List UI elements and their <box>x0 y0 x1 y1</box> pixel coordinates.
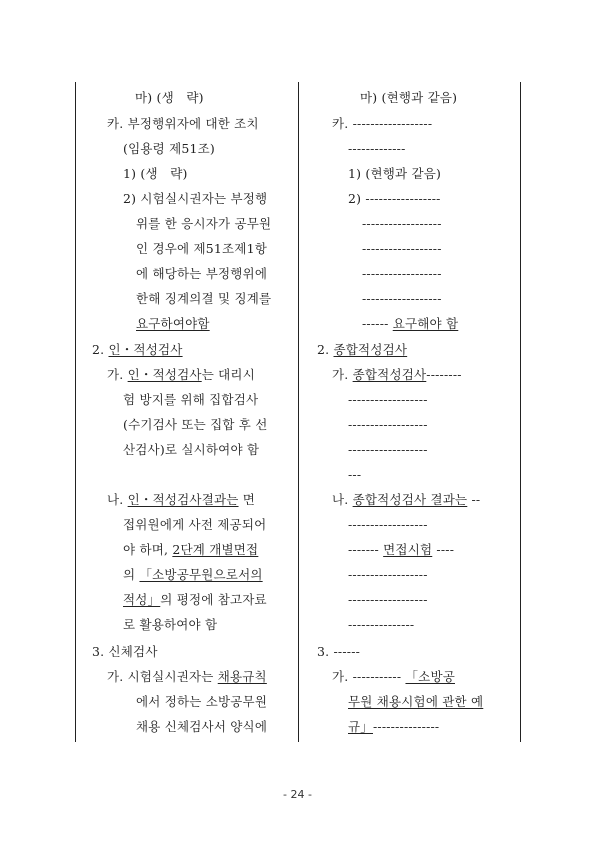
section-number: 2. <box>317 342 334 357</box>
left-line <box>107 492 255 508</box>
right-line: 마) (현행과 같음) <box>360 90 458 105</box>
section-heading: 3. 신체검사 <box>92 644 158 659</box>
right-line: ------------------ <box>362 291 442 306</box>
left-line: 에 해당하는 부정행위에 <box>136 266 268 281</box>
section-number: 2. <box>92 342 109 357</box>
right-line: --------------- <box>348 617 415 632</box>
section-title: 종합적성검사 <box>333 342 408 357</box>
underlined-text: 「소방공 <box>405 669 455 684</box>
center-divider-line <box>298 82 299 742</box>
right-line: ------------------ <box>348 567 428 582</box>
underlined-text: 규」 <box>348 719 373 734</box>
text-segment: ------ <box>362 316 393 331</box>
right-line <box>362 316 458 332</box>
underlined-text: 「소방공무원으로서의 <box>139 567 263 582</box>
right-line: --- <box>348 467 362 482</box>
right-line: ------------------ <box>362 266 442 281</box>
underlined-text: 종합적성검사 결과는 <box>352 492 468 507</box>
right-line: ------------------ <box>348 442 428 457</box>
left-line: 접위원에게 사전 제공되어 <box>123 517 267 532</box>
right-line: 2) ----------------- <box>348 191 441 206</box>
text-segment: 야 하며, <box>123 542 173 557</box>
right-line: ------------------ <box>362 216 442 231</box>
text-segment: --------------- <box>372 719 440 734</box>
right-line <box>348 719 439 735</box>
left-line: 요구하여야함 <box>136 316 210 331</box>
left-line <box>123 567 263 583</box>
text-segment: -- <box>467 492 481 507</box>
section-heading <box>92 342 183 358</box>
right-line: ------------- <box>348 141 406 156</box>
item-marker: 나. <box>332 492 353 507</box>
underlined-text: 적성」 <box>123 592 161 607</box>
right-line <box>348 542 454 558</box>
text-segment: 가. ----------- <box>332 669 406 684</box>
right-border-line <box>520 82 521 742</box>
item-marker: 나. <box>107 492 128 507</box>
left-line: 험 방지를 위해 집합검사 <box>123 392 259 407</box>
left-line: 채용 신체검사서 양식에 <box>136 719 268 734</box>
right-line: ------------------ <box>348 392 428 407</box>
underlined-text: 면접시험 <box>383 542 433 557</box>
right-line <box>332 669 455 685</box>
page-number: - 24 - <box>283 788 312 801</box>
text-segment: 는 대리시 <box>201 367 255 382</box>
text-segment: 가. 시험실시권자는 <box>107 669 218 684</box>
text-segment: 의 <box>123 567 140 582</box>
left-line: 인 경우에 제51조제1항 <box>136 241 268 256</box>
text-segment: ---- <box>432 542 455 557</box>
left-border-line <box>75 82 76 742</box>
right-line <box>332 367 462 383</box>
left-line: 한해 징계의결 및 징계를 <box>136 291 272 306</box>
underlined-text: 2단계 개별면접 <box>172 542 259 557</box>
left-line: 위를 한 응시자가 공무원 <box>136 216 272 231</box>
section-heading <box>317 342 407 358</box>
right-line: ------------------ <box>362 241 442 256</box>
underlined-text: 인・적성검사결과는 <box>127 492 239 507</box>
left-line: 에서 정하는 소방공무원 <box>136 694 268 709</box>
underlined-text: 인・적성검사 <box>127 367 202 382</box>
left-line: 마) (생 략) <box>135 90 204 105</box>
left-line: 산검사)로 실시하여야 함 <box>123 442 260 457</box>
left-line: 1) (생 략) <box>123 166 188 181</box>
right-line: ------------------ <box>348 592 428 607</box>
text-segment: ------- <box>348 542 384 557</box>
right-line: 1) (현행과 같음) <box>348 166 442 181</box>
item-marker: 가. <box>107 367 128 382</box>
section-heading: 3. ------ <box>317 644 361 659</box>
left-line: 로 활용하여야 함 <box>123 617 218 632</box>
section-title: 인・적성검사 <box>108 342 183 357</box>
text-segment: 면 <box>238 492 255 507</box>
right-line: ------------------ <box>348 517 428 532</box>
right-line: 카. ------------------ <box>332 116 433 131</box>
right-line <box>332 492 480 508</box>
left-line: (수기검사 또는 집합 후 선 <box>123 417 268 432</box>
left-line <box>123 592 267 608</box>
underlined-text: 종합적성검사 <box>352 367 427 382</box>
left-line: 카. 부정행위자에 대한 조치 <box>107 116 259 131</box>
left-line: 2) 시험실시권자는 부정행 <box>123 191 268 206</box>
left-line: (임용령 제51조) <box>123 141 216 156</box>
left-line <box>123 542 258 558</box>
text-segment: -------- <box>426 367 462 382</box>
item-marker: 가. <box>332 367 353 382</box>
text-segment: 의 평정에 참고자료 <box>160 592 267 607</box>
right-line: 무원 채용시험에 관한 예 <box>348 694 484 709</box>
underlined-text: 요구해야 함 <box>392 316 459 331</box>
left-line <box>107 669 267 685</box>
left-line <box>107 367 255 383</box>
underlined-text: 채용규칙 <box>217 669 267 684</box>
right-line: ------------------ <box>348 417 428 432</box>
